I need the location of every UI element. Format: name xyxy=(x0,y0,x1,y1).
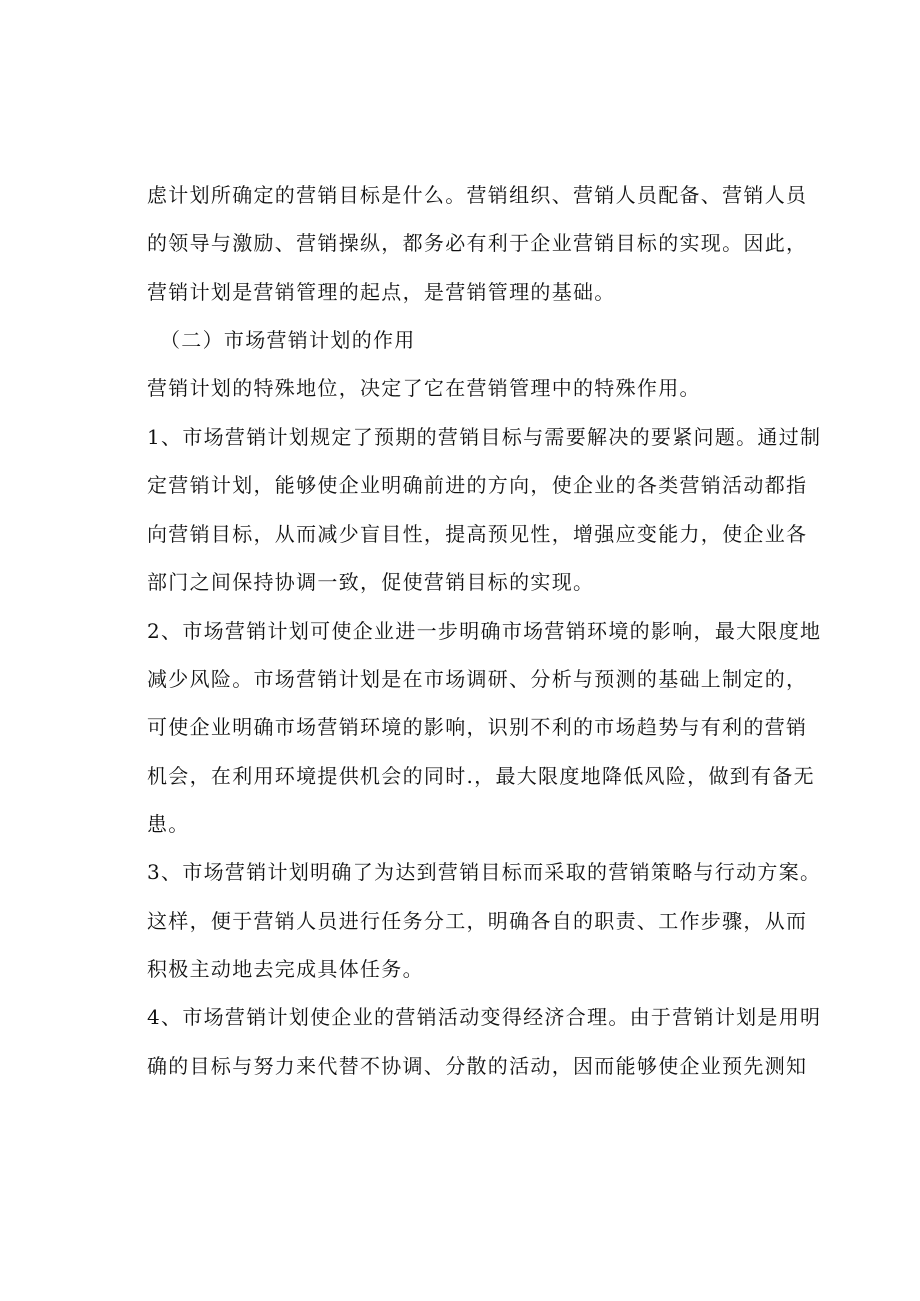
text-line-13: 机会，在利用环境提供机会的同时.，最大限度地降低风险，做到有备无 xyxy=(147,764,815,788)
text-line-12: 可使企业明确市场营销环境的影响，识别不利的市场趋势与有利的营销 xyxy=(147,715,808,739)
text-line-3: 营销计划是营销管理的起点，是营销管理的基础。 xyxy=(147,280,616,304)
text-line-17: 积极主动地去完成具体任务。 xyxy=(147,957,424,981)
text-line-2: 的领导与激励、营销操纵，都务必有利于企业营销目标的实现。因此， xyxy=(147,231,808,255)
text-line-11: 减少风险。市场营销计划是在市场调研、分析与预测的基础上制定的， xyxy=(147,667,808,691)
text-line-9: 部门之间保持协调一致，促使营销目标的实现。 xyxy=(147,570,595,594)
text-line-5: 营销计划的特殊地位，决定了它在营销管理中的特殊作用。 xyxy=(147,376,701,400)
text-line-18: 4、市场营销计划使企业的营销活动变得经济合理。由于营销计划是用明 xyxy=(147,1005,822,1029)
section-heading: （二）市场营销计划的作用 xyxy=(160,328,416,352)
text-line-16: 这样，便于营销人员进行任务分工，明确各自的职责、工作步骤，从而 xyxy=(147,909,808,933)
text-line-10: 2、市场营销计划可使企业进一步明确市场营销环境的影响，最大限度地 xyxy=(147,619,822,643)
text-line-1: 虑计划所确定的营销目标是什么。营销组织、营销人员配备、营销人员 xyxy=(147,183,808,207)
text-line-14: 患。 xyxy=(147,812,190,836)
text-line-19: 确的目标与努力来代替不协调、分散的活动，因而能够使企业预先测知 xyxy=(147,1054,808,1078)
text-line-15: 3、市场营销计划明确了为达到营销目标而采取的营销策略与行动方案。 xyxy=(147,860,822,884)
text-line-6: 1、市场营销计划规定了预期的营销目标与需要解决的要紧问题。通过制 xyxy=(147,425,822,449)
text-line-7: 定营销计划，能够使企业明确前进的方向，使企业的各类营销活动都指 xyxy=(147,473,808,497)
text-line-8: 向营销目标，从而减少盲目性，提高预见性，增强应变能力，使企业各 xyxy=(147,522,808,546)
